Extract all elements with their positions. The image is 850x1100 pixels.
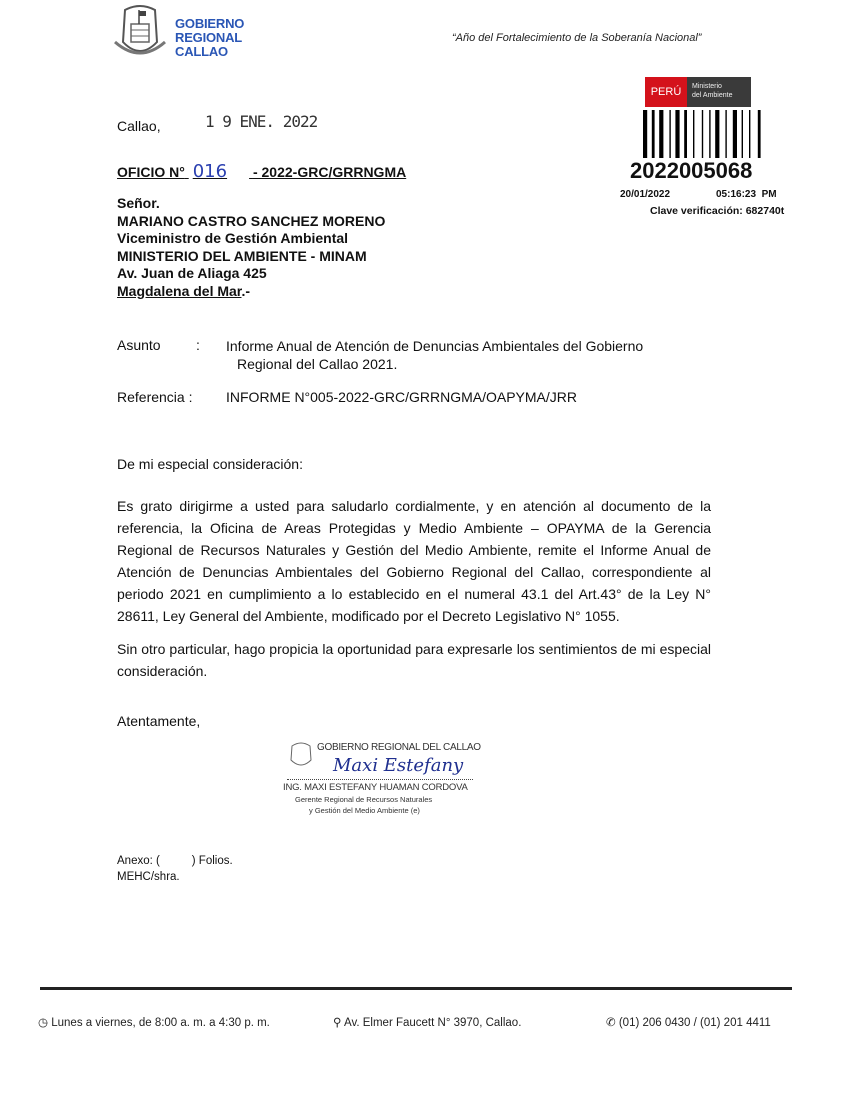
body-paragraph-2: Sin otro particular, hago propicia la oportunidad para expresarle los sentimientos de mi especial consideración. <box>117 641 711 679</box>
registry-date: 20/01/2022 <box>620 189 671 200</box>
barcode-bar <box>659 110 663 158</box>
barcode-bar <box>749 110 750 158</box>
signer-title-2: y Gestión del Medio Ambiente (e) <box>309 806 420 815</box>
year-motto: “Año del Fortalecimiento de la Soberanía Nacional” <box>452 32 702 44</box>
location-pin-icon: ⚲ <box>333 1017 342 1029</box>
recipient-address: Señor. MARIANO CASTRO SANCHEZ MORENO Viceministro de Gestión Ambiental MINISTERIO DEL AMBIENTE - MINAM Av. Juan de Aliaga 425 Magdalena del Mar.- <box>117 195 386 299</box>
signature-block <box>283 740 483 824</box>
referencia-text: INFORME N°005-2022-GRC/GRRNGMA/OAPYMA/JRR <box>226 389 577 405</box>
greeting: De mi especial consideración: <box>117 456 303 472</box>
seal-header: GOBIERNO REGIONAL DEL CALLAO <box>317 742 481 753</box>
barcode-bar <box>675 110 679 158</box>
verification-code: Clave verificación: 682740t <box>650 205 785 217</box>
initials: MEHC/shra. <box>117 871 180 883</box>
barcode-bar <box>669 110 670 158</box>
barcode-bar <box>715 110 719 158</box>
barcode-bar <box>758 110 761 158</box>
peru-label: PERÚ <box>645 77 687 107</box>
asunto-text: Informe Anual de Atención de Denuncias Ambientales del Gobierno Regional del Callao 2021. <box>226 338 644 372</box>
ministerio-ambiente-logo <box>645 77 751 107</box>
body-paragraph-1: Es grato dirigirme a usted para saludarlo cordialmente, y en atención al documento de la referencia, la Oficina de Areas Protegidas y Medio Ambiente – OPAYMA de la Gerencia Regional de Recursos Naturales y Gestión del Medio Ambiente, remite el Informe Anual de Atención de Denuncias Ambientales del Gobierno Regional del Callao, correspondiente al periodo 2021 en cumplimiento a lo establecido en el numeral 43.1 del Art.43° de la Ley N° 28611, Ley General del Ambiente, modificado por el Decreto Legislativo N° 1055. <box>117 498 711 624</box>
barcode-bar <box>652 110 655 158</box>
barcode-bar <box>709 110 710 158</box>
ministry-label: Ministerio del Ambiente <box>687 77 751 107</box>
logo-wordmark: GOBIERNO REGIONAL CALLAO <box>175 16 245 59</box>
barcode-bar <box>643 110 647 158</box>
footer-phone: ✆ (01) 206 0430 / (01) 201 4411 <box>606 1017 771 1029</box>
footer-divider <box>40 987 792 990</box>
signer-name: ING. MAXI ESTEFANY HUAMAN CORDOVA <box>283 782 468 793</box>
place: Callao, <box>117 118 161 134</box>
closing: Atentamente, <box>117 713 201 729</box>
registry-time: 05:16:23 PM <box>716 189 777 200</box>
asunto-colon: : <box>196 337 200 353</box>
gobierno-regional-callao-seal-icon <box>113 2 167 64</box>
seal-icon <box>287 740 315 770</box>
oficio-reference: OFICIO N° 016 - 2022-GRC/GRRNGMA <box>117 161 407 182</box>
footer-address: ⚲ Av. Elmer Faucett N° 3970, Callao. <box>333 1017 522 1029</box>
barcode-bar <box>693 110 694 158</box>
referencia-label: Referencia : <box>117 389 193 405</box>
barcode-bar <box>725 110 726 158</box>
barcode-bar <box>702 110 703 158</box>
oficio-number-handwritten: 016 <box>192 161 228 182</box>
footer-hours: ◷ Lunes a viernes, de 8:00 a. m. a 4:30 p. m. <box>38 1017 270 1029</box>
asunto-label: Asunto <box>117 337 161 353</box>
barcode-bar <box>733 110 737 158</box>
barcode <box>643 110 768 158</box>
clock-icon: ◷ <box>38 1017 49 1029</box>
date-stamp: 1 9 ENE. 2022 <box>205 112 318 131</box>
signature-line <box>287 779 473 780</box>
anexo: Anexo: ( ) Folios. <box>117 855 233 867</box>
letter-body <box>117 495 711 730</box>
signer-title-1: Gerente Regional de Recursos Naturales <box>295 795 433 804</box>
phone-icon: ✆ <box>606 1017 616 1029</box>
handwritten-signature: Maxi Estefany <box>333 755 464 776</box>
registry-number: 2022005068 <box>630 158 753 183</box>
barcode-bar <box>684 110 687 158</box>
barcode-bar <box>742 110 743 158</box>
